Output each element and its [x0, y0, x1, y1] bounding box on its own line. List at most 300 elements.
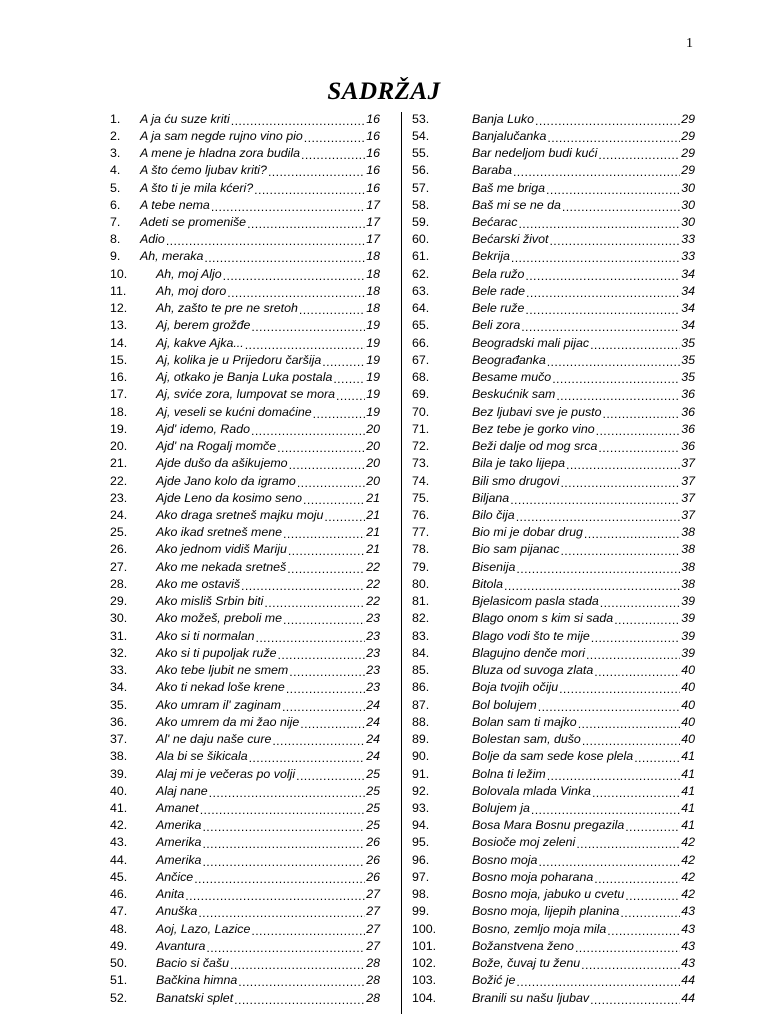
entry-page: 20: [366, 456, 380, 471]
dot-leader: [288, 544, 365, 558]
entry-number: 50.: [110, 956, 128, 971]
entry-number: 40.: [110, 783, 128, 798]
dot-leader: [510, 493, 680, 507]
entry-page: 41: [681, 749, 695, 764]
entry-number: 17.: [110, 387, 128, 402]
entry-title: A mene je hladna zora budila: [140, 146, 301, 161]
entry-number: 7.: [110, 215, 121, 230]
entry-page: 34: [681, 266, 695, 281]
entry-number: 99.: [412, 904, 430, 919]
dot-leader: [578, 717, 681, 731]
entry-number: 61.: [412, 249, 430, 264]
entry-title: Aj, sviće zora, lumpovat se mora: [156, 387, 336, 402]
dot-leader: [254, 183, 365, 197]
toc-entry: [110, 437, 380, 454]
dot-leader: [283, 527, 365, 541]
entry-number: 71.: [412, 421, 430, 436]
toc-entry: [412, 369, 695, 386]
entry-title: Amerika: [156, 835, 202, 850]
entry-page: 29: [681, 163, 695, 178]
dot-leader: [538, 855, 680, 869]
entry-page: 28: [366, 973, 380, 988]
dot-leader: [245, 338, 366, 352]
entry-number: 73.: [412, 456, 430, 471]
entry-title: Ako si ti pupoljak ruže: [156, 645, 277, 660]
entry-page: 27: [366, 887, 380, 902]
page-number: 1: [686, 36, 693, 51]
toc-entry: [412, 403, 695, 420]
entry-title: Baraba: [472, 163, 512, 178]
dot-leader: [531, 803, 680, 817]
dot-leader: [596, 424, 681, 438]
dot-leader: [560, 476, 680, 490]
toc-entry: [412, 575, 695, 592]
entry-page: 16: [366, 163, 380, 178]
entry-title: Blago vodi što te mije: [472, 628, 590, 643]
entry-number: 44.: [110, 852, 128, 867]
entry-page: 23: [366, 628, 380, 643]
entry-title: Boja tvojih očiju: [472, 680, 559, 695]
toc-entry: [110, 817, 380, 834]
entry-page: 18: [366, 249, 380, 264]
toc-entry: [412, 610, 695, 627]
entry-number: 75.: [412, 490, 430, 505]
entry-number: 63.: [412, 283, 430, 298]
entry-number: 87.: [412, 697, 430, 712]
entry-title: Anita: [156, 887, 185, 902]
entry-title: Aoj, Lazo, Lazice: [156, 921, 251, 936]
entry-title: Bećarski život: [472, 232, 549, 247]
entry-title: Adio: [140, 232, 165, 247]
entry-page: 16: [366, 180, 380, 195]
entry-title: Ako tebe ljubit ne smem: [156, 663, 289, 678]
dot-leader: [286, 682, 365, 696]
entry-number: 16.: [110, 370, 128, 385]
entry-page: 29: [681, 146, 695, 161]
toc-entry: [412, 489, 695, 506]
entry-number: 37.: [110, 732, 128, 747]
entry-number: 104.: [412, 990, 437, 1005]
entry-number: 80.: [412, 576, 430, 591]
toc-entry: [412, 351, 695, 368]
toc-entry: [110, 489, 380, 506]
entry-title: Bosno, zemljo moja mila: [472, 921, 607, 936]
entry-number: 58.: [412, 197, 430, 212]
entry-page: 35: [681, 352, 695, 367]
entry-title: Ančice: [156, 869, 194, 884]
entry-title: Bez tebe je gorko vino: [472, 421, 595, 436]
dot-leader: [249, 751, 366, 765]
toc-entry: [412, 265, 695, 282]
dot-leader: [336, 389, 365, 403]
dot-leader: [620, 906, 680, 920]
entry-title: Beži dalje od mog srca: [472, 439, 598, 454]
toc-entry: [412, 213, 695, 230]
entry-page: 39: [681, 645, 695, 660]
dot-leader: [576, 837, 680, 851]
entry-page: 42: [681, 869, 695, 884]
entry-number: 27.: [110, 559, 128, 574]
entry-title: Aj, veseli se kućni domaćine: [156, 404, 312, 419]
toc-entry: [412, 748, 695, 765]
entry-title: A što ti je mila kćeri?: [140, 180, 254, 195]
entry-page: 27: [366, 921, 380, 936]
toc-entry: [110, 231, 380, 248]
entry-title: A što ćemo ljubav kriti?: [140, 163, 267, 178]
toc-entry: [110, 196, 380, 213]
entry-page: 37: [681, 473, 695, 488]
toc-entry: [110, 903, 380, 920]
entry-number: 36.: [110, 714, 128, 729]
toc-entry: [412, 834, 695, 851]
entry-title: Bolovala mlada Vinka: [472, 783, 591, 798]
entry-title: Bjelasicom pasla stada: [472, 594, 599, 609]
entry-number: 77.: [412, 525, 430, 540]
toc-entry: [110, 472, 380, 489]
entry-number: 100.: [412, 921, 437, 936]
entry-number: 89.: [412, 732, 430, 747]
entry-page: 39: [681, 594, 695, 609]
entry-title: Banjalučanka: [472, 128, 547, 143]
entry-title: Biljana: [472, 490, 510, 505]
entry-number: 66.: [412, 335, 430, 350]
entry-page: 19: [366, 335, 380, 350]
entry-title: Banja Luko: [472, 111, 535, 126]
entry-title: Ako jednom vidiš Mariju: [156, 542, 287, 557]
entry-title: Bio sam pijanac: [472, 542, 560, 557]
toc-right-column: [412, 110, 695, 1006]
entry-page: 30: [681, 197, 695, 212]
entry-page: 28: [366, 990, 380, 1005]
entry-title: Alaj nane: [156, 783, 208, 798]
toc-entry: [110, 575, 380, 592]
entry-number: 12.: [110, 301, 128, 316]
entry-title: Al' ne daju naše cure: [156, 732, 272, 747]
entry-page: 22: [366, 576, 380, 591]
entry-number: 54.: [412, 128, 430, 143]
dot-leader: [200, 803, 366, 817]
dot-leader: [238, 975, 365, 989]
dot-leader: [575, 941, 680, 955]
toc-entry: [412, 627, 695, 644]
entry-page: 43: [681, 904, 695, 919]
dot-leader: [202, 837, 365, 851]
toc-entry: [412, 644, 695, 661]
toc-entry: [412, 144, 695, 161]
toc-entry: [110, 420, 380, 437]
entry-title: Ako umrem da mi žao nije: [156, 714, 300, 729]
dot-leader: [546, 183, 680, 197]
entry-page: 40: [681, 714, 695, 729]
entry-number: 4.: [110, 163, 121, 178]
toc-entry: [110, 179, 380, 196]
dot-leader: [552, 372, 680, 386]
entry-title: Beograđanka: [472, 352, 546, 367]
dot-leader: [614, 613, 680, 627]
entry-title: Bosno moja poharana: [472, 869, 594, 884]
dot-leader: [272, 734, 365, 748]
entry-number: 11.: [110, 283, 127, 298]
toc-entry: [110, 662, 380, 679]
entry-number: 33.: [110, 663, 128, 678]
entry-page: 42: [681, 887, 695, 902]
entry-title: Bolje da sam sede kose plela: [472, 749, 634, 764]
toc-entry: [110, 679, 380, 696]
dot-leader: [198, 906, 365, 920]
toc-entry: [412, 334, 695, 351]
entry-title: Blago onom s kim si sada: [472, 611, 614, 626]
entry-number: 86.: [412, 680, 430, 695]
entry-number: 97.: [412, 869, 430, 884]
entry-page: 38: [681, 525, 695, 540]
entry-number: 48.: [110, 921, 128, 936]
toc-entry: [110, 265, 380, 282]
entry-page: 23: [366, 680, 380, 695]
dot-leader: [560, 544, 680, 558]
entry-page: 37: [681, 490, 695, 505]
entry-number: 6.: [110, 197, 121, 212]
entry-number: 14.: [110, 335, 128, 350]
toc-entry: [412, 954, 695, 971]
entry-title: Ajd' idemo, Rado: [156, 421, 250, 436]
toc-entry: [412, 162, 695, 179]
entry-title: Ala bi se šikicala: [156, 749, 248, 764]
dot-leader: [525, 303, 680, 317]
toc-entry: [110, 403, 380, 420]
entry-page: 41: [681, 800, 695, 815]
entry-page: 34: [681, 301, 695, 316]
toc-entry: [412, 524, 695, 541]
toc-entry: [412, 179, 695, 196]
dot-leader: [559, 682, 680, 696]
entry-page: 37: [681, 508, 695, 522]
dot-leader: [591, 631, 680, 645]
entry-title: Bećarac: [472, 215, 518, 230]
entry-number: 49.: [110, 938, 128, 953]
entry-title: Aj, kolika je u Prijedoru čaršija: [156, 352, 322, 367]
entry-number: 85.: [412, 663, 430, 678]
entry-title: Bitola: [472, 576, 503, 591]
entry-page: 17: [366, 197, 380, 212]
dot-leader: [296, 769, 365, 783]
entry-title: Bacio si čašu: [156, 956, 230, 971]
toc-entry: [412, 282, 695, 299]
entry-page: 24: [366, 697, 380, 712]
toc-entry: [412, 903, 695, 920]
toc-entry: [110, 248, 380, 265]
entry-page: 30: [681, 180, 695, 195]
toc-entry: [110, 834, 380, 851]
entry-number: 28.: [110, 576, 128, 591]
toc-entry: [110, 627, 380, 644]
dot-leader: [513, 165, 680, 179]
entry-title: Ako si ti normalan: [156, 628, 255, 643]
toc-entry: [412, 127, 695, 144]
toc-entry: [412, 231, 695, 248]
entry-page: 43: [681, 938, 695, 953]
dot-leader: [322, 355, 365, 369]
entry-title: Ajde Jano kolo da igramo: [156, 473, 296, 488]
dot-leader: [516, 510, 681, 524]
dot-leader: [255, 631, 365, 645]
toc-entry: [412, 248, 695, 265]
entry-page: 20: [366, 421, 380, 436]
entry-title: Bože, čuvaj tu ženu: [472, 956, 581, 971]
entry-number: 53.: [412, 111, 430, 126]
toc-entry: [412, 455, 695, 472]
dot-leader: [634, 751, 680, 765]
entry-number: 39.: [110, 766, 128, 781]
entry-page: 40: [681, 680, 695, 695]
entry-number: 82.: [412, 611, 430, 626]
entry-number: 67.: [412, 352, 430, 367]
entry-number: 96.: [412, 852, 430, 867]
entry-page: 25: [366, 818, 380, 833]
dot-leader: [299, 303, 365, 317]
dot-leader: [264, 596, 365, 610]
dot-leader: [511, 251, 680, 265]
entry-number: 21.: [110, 456, 128, 471]
dot-leader: [586, 648, 680, 662]
entry-title: Ah, moj doro: [156, 283, 227, 298]
entry-number: 29.: [110, 594, 128, 609]
entry-page: 39: [681, 628, 695, 643]
entry-number: 5.: [110, 180, 121, 195]
entry-title: Bolujem ja: [472, 800, 530, 815]
entry-number: 25.: [110, 525, 128, 540]
toc-entry: [110, 937, 380, 954]
toc-entry: [412, 868, 695, 885]
toc-entry: [110, 920, 380, 937]
dot-leader: [223, 269, 366, 283]
entry-title: Besame mučo: [472, 370, 552, 385]
dot-leader: [313, 407, 366, 421]
entry-number: 10.: [110, 266, 128, 281]
entry-number: 69.: [412, 387, 430, 402]
entry-title: Ako misliš Srbin biti: [156, 594, 264, 609]
page-title: SADRŽAJ: [327, 78, 441, 105]
entry-number: 88.: [412, 714, 430, 729]
entry-page: 18: [366, 301, 380, 316]
toc-entry: [110, 386, 380, 403]
entry-title: Branili su našu ljubav: [472, 990, 590, 1005]
dot-leader: [211, 200, 365, 214]
entry-title: Bluza od suvoga zlata: [472, 663, 594, 678]
entry-number: 64.: [412, 301, 430, 316]
entry-title: Bosioče moj zeleni: [472, 835, 576, 850]
dot-leader: [521, 320, 680, 334]
toc-entry: [412, 713, 695, 730]
entry-number: 31.: [110, 628, 128, 643]
toc-entry: [110, 593, 380, 610]
entry-number: 101.: [412, 938, 437, 953]
entry-number: 22.: [110, 473, 128, 488]
toc-entry: [110, 730, 380, 747]
entry-title: Bar nedeljom budi kući: [472, 146, 598, 161]
entry-page: 33: [681, 249, 695, 264]
entry-page: 25: [366, 783, 380, 798]
entry-number: 78.: [412, 542, 430, 557]
entry-number: 70.: [412, 404, 430, 419]
entry-page: 34: [681, 318, 695, 333]
entry-title: Baš me briga: [472, 180, 546, 195]
entry-title: Božić je: [472, 973, 516, 988]
entry-number: 19.: [110, 421, 128, 436]
entry-title: Ako me nekada sretneš: [156, 559, 287, 574]
toc-entry: [412, 110, 695, 127]
toc-entry: [110, 127, 380, 144]
entry-number: 26.: [110, 542, 128, 557]
entry-title: Bez ljubavi sve je pusto: [472, 404, 602, 419]
entry-title: Bela ružo: [472, 266, 525, 281]
toc-entry: [110, 369, 380, 386]
toc-entry: [412, 696, 695, 713]
dot-leader: [289, 665, 365, 679]
entry-title: Bila je tako lijepa: [472, 456, 565, 471]
dot-leader: [549, 234, 680, 248]
entry-number: 83.: [412, 628, 430, 643]
entry-title: Blagujno denče mori: [472, 645, 585, 660]
dot-leader: [278, 648, 366, 662]
entry-number: 65.: [412, 318, 430, 333]
entry-number: 52.: [110, 990, 128, 1005]
toc-entry: [412, 541, 695, 558]
dot-leader: [251, 320, 365, 334]
dot-leader: [227, 286, 365, 300]
column-divider: [401, 112, 402, 1014]
entry-title: Bačkina himna: [156, 973, 238, 988]
entry-page: 23: [366, 663, 380, 678]
entry-page: 44: [681, 973, 695, 988]
entry-page: 38: [681, 542, 695, 557]
dot-leader: [289, 458, 366, 472]
toc-entry: [412, 558, 695, 575]
entry-page: 16: [366, 146, 380, 161]
dot-leader: [607, 924, 680, 938]
entry-number: 51.: [110, 973, 128, 988]
toc-entry: [412, 472, 695, 489]
entry-number: 81.: [412, 594, 430, 609]
dot-leader: [304, 131, 365, 145]
dot-leader: [566, 458, 680, 472]
toc-entry: [110, 213, 380, 230]
toc-entry: [412, 989, 695, 1006]
toc-entry: [110, 144, 380, 161]
dot-leader: [166, 234, 365, 248]
entry-title: Aj, otkako je Banja Luka postala: [156, 370, 333, 385]
entry-number: 68.: [412, 370, 430, 385]
toc-entry: [110, 713, 380, 730]
entry-title: Beogradski mali pijac: [472, 335, 590, 350]
dot-leader: [594, 665, 680, 679]
toc-entry: [110, 954, 380, 971]
toc-entry: [110, 162, 380, 179]
entry-title: Božanstvena ženo: [472, 938, 574, 953]
entry-page: 21: [366, 525, 380, 540]
toc-entry: [412, 799, 695, 816]
toc-left-column: [110, 110, 380, 1006]
entry-title: Amerika: [156, 818, 202, 833]
dot-leader: [590, 338, 680, 352]
dot-leader: [516, 562, 680, 576]
entry-page: 19: [366, 318, 380, 333]
dot-leader: [282, 700, 365, 714]
entry-number: 9.: [110, 249, 121, 264]
entry-number: 45.: [110, 869, 128, 884]
entry-number: 76.: [412, 508, 430, 522]
entry-title: Avantura: [156, 938, 206, 953]
entry-number: 56.: [412, 163, 430, 178]
